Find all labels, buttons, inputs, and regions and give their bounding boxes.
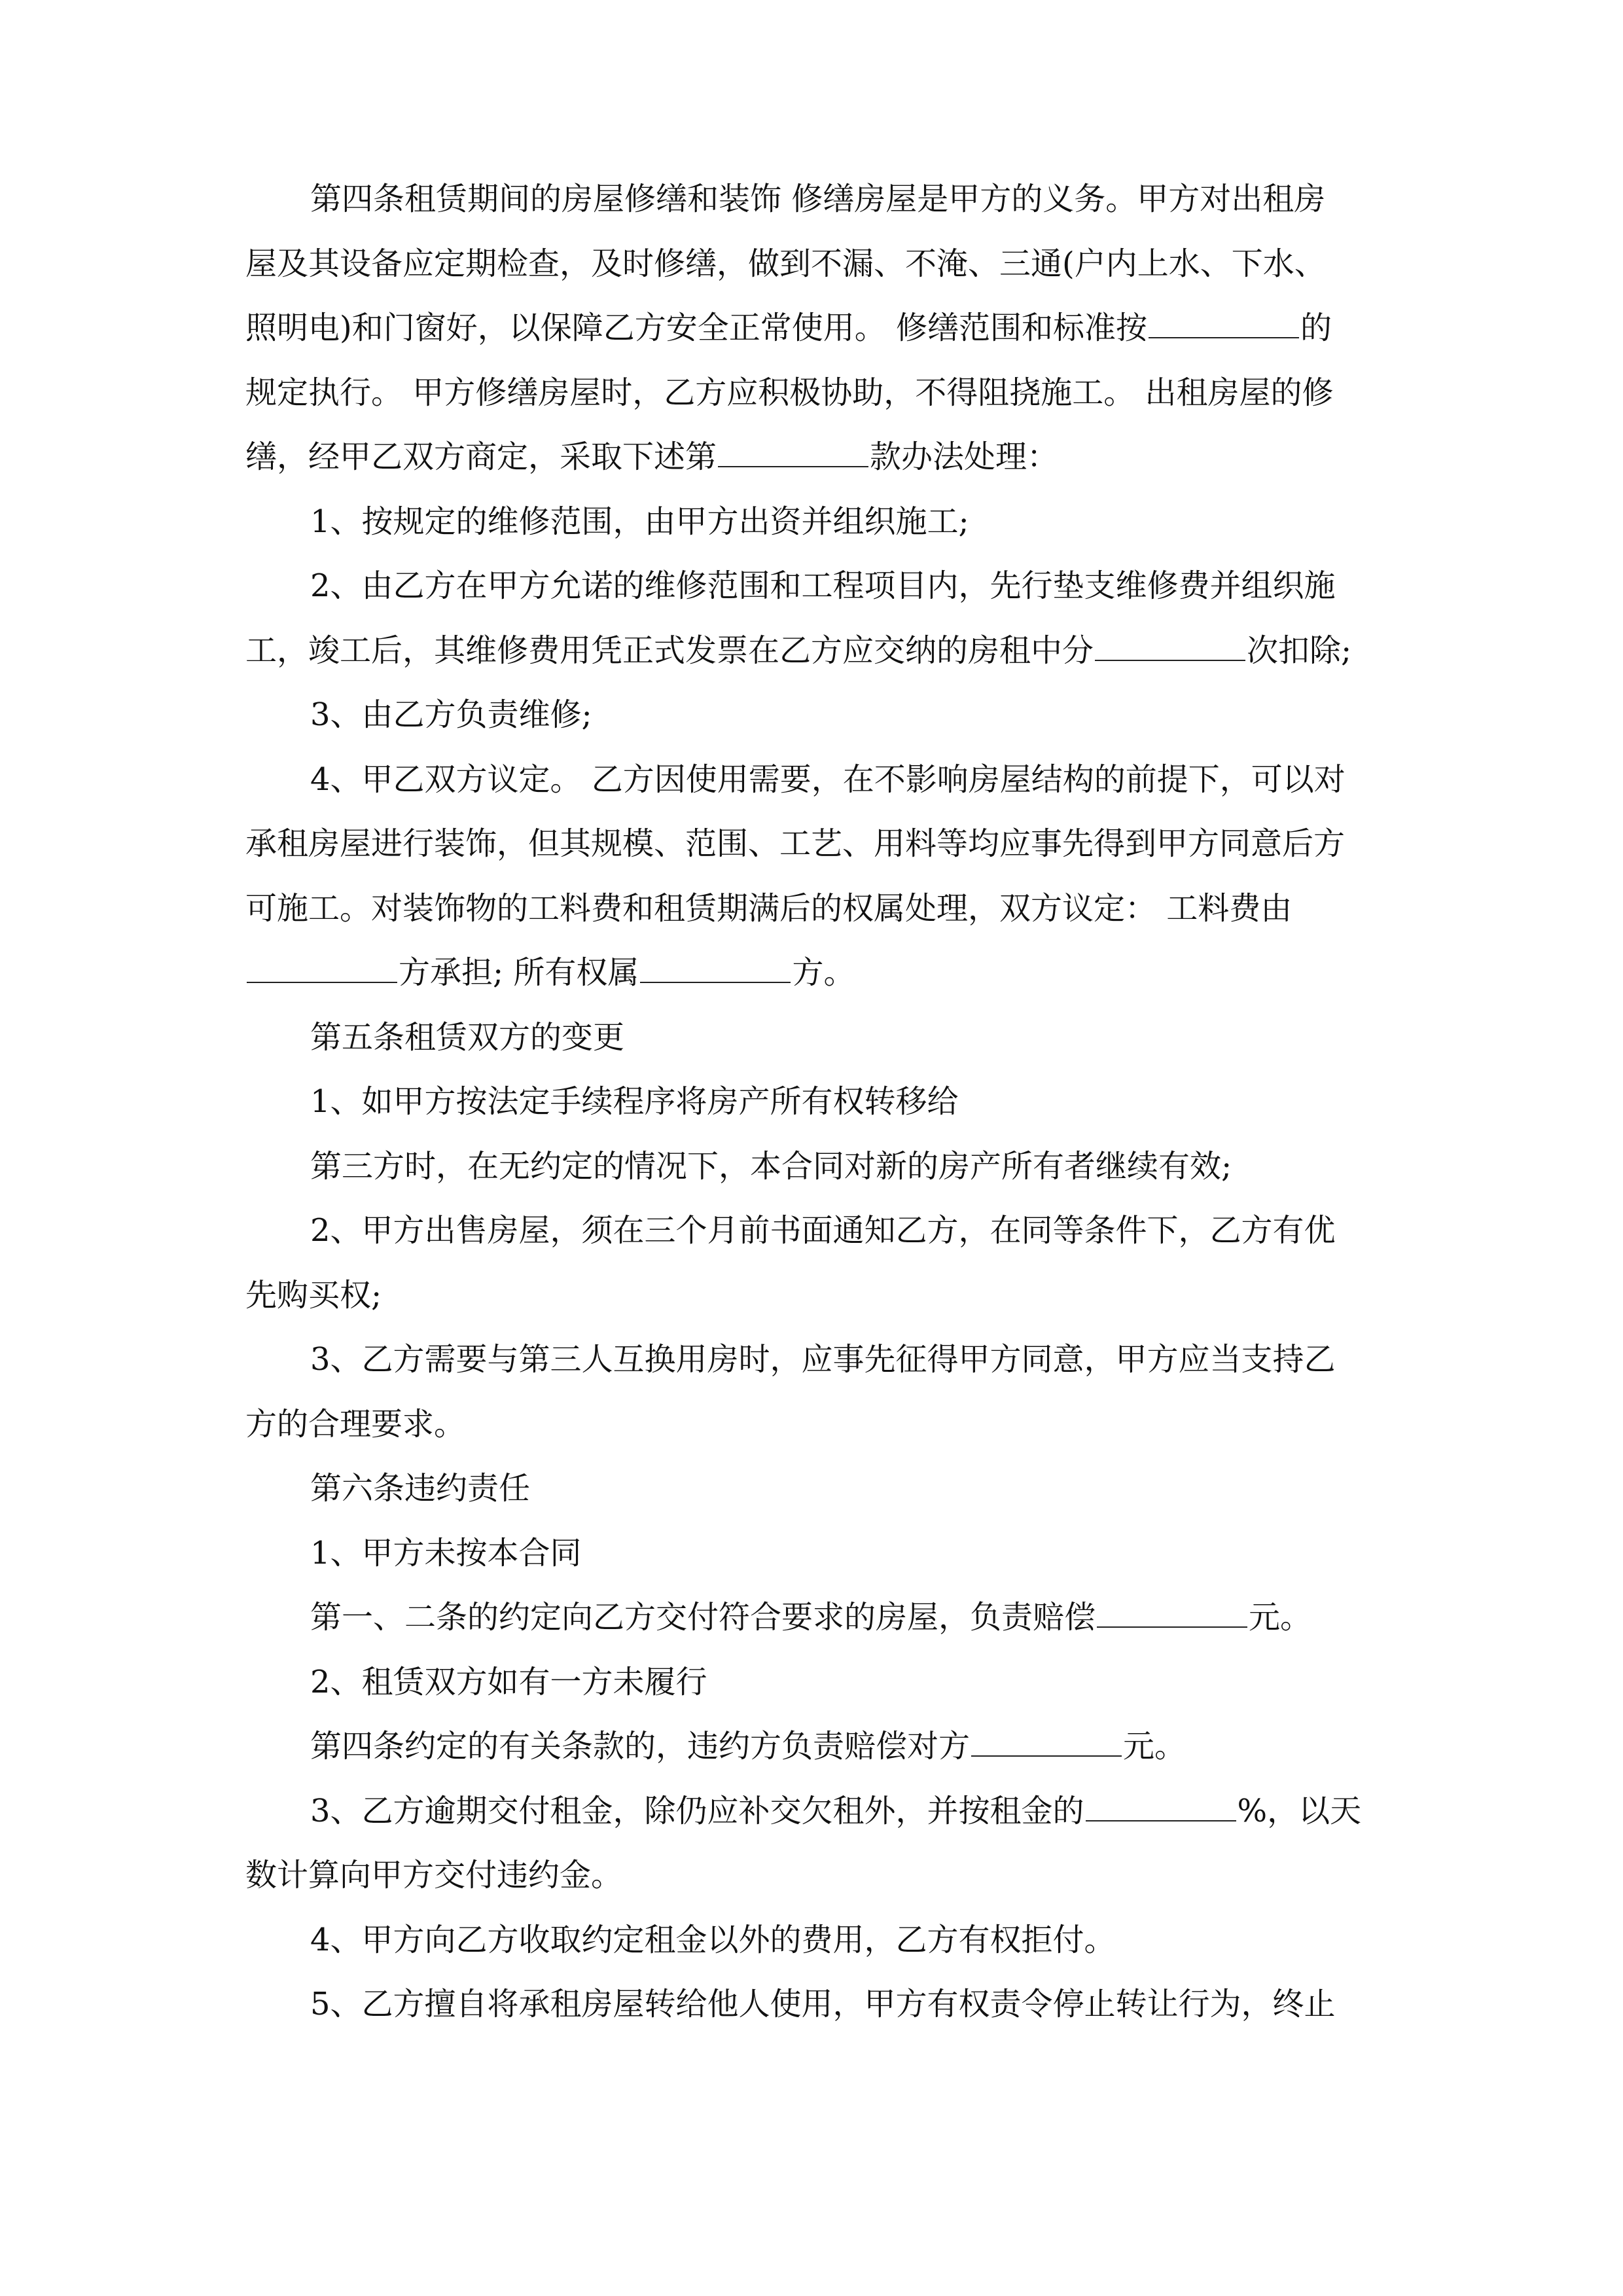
text-line — [245, 941, 1384, 1005]
text-line — [245, 1005, 1384, 1070]
text-line — [245, 1972, 1384, 2037]
text-line — [245, 876, 1384, 941]
text-segment: 5、乙方擅自将承租房屋转给他人使用，甲方有权责令停止转让行为，终止 — [310, 1986, 1336, 2022]
text-segment: 第三方时，在无约定的情况下，本合同对新的房产所有者继续有效; — [310, 1147, 1232, 1185]
text-line — [245, 1650, 1384, 1715]
text-line — [245, 296, 1384, 361]
text-segment: 元。 — [1249, 1599, 1312, 1636]
fill-in-blank — [1097, 1596, 1247, 1628]
text-line — [245, 619, 1384, 683]
text-segment: 3、乙方需要与第三人互换用房时，应事先征得甲方同意，甲方应当支持乙 — [310, 1341, 1336, 1378]
text-segment: 缮，经甲乙双方商定，采取下述第 — [245, 439, 717, 475]
text-segment: 1、甲方未按本合同 — [310, 1534, 582, 1571]
text-line — [245, 425, 1384, 490]
text-segment: 第六条违约责任 — [310, 1470, 531, 1507]
fill-in-blank — [1086, 1790, 1236, 1821]
text-line — [245, 1198, 1384, 1263]
text-line — [245, 1134, 1384, 1199]
text-line — [245, 1069, 1384, 1134]
text-line — [245, 232, 1384, 296]
text-line — [245, 554, 1384, 619]
text-segment: 2、由乙方在甲方允诺的维修范围和工程项目内，先行垫支维修费并组织施 — [310, 567, 1336, 604]
text-segment: 屋及其设备应定期检查，及时修缮，做到不漏、不淹、三通(户内上水、下水、 — [245, 245, 1326, 282]
fill-in-blank — [1095, 630, 1245, 661]
text-segment: 数计算向甲方交付违约金。 — [245, 1857, 623, 1893]
text-segment: 1、按规定的维修范围，由甲方出资并组织施工; — [310, 503, 969, 540]
text-segment: 的 — [1300, 310, 1332, 346]
fill-in-blank — [640, 952, 791, 983]
text-line — [245, 683, 1384, 747]
text-segment: 第一、二条的约定向乙方交付符合要求的房屋，负责赔偿 — [310, 1599, 1096, 1636]
text-line — [245, 1327, 1384, 1392]
text-segment: 3、由乙方负责维修; — [310, 696, 592, 733]
text-segment: 款办法处理： — [870, 439, 1059, 475]
text-segment: 先购买权; — [245, 1276, 382, 1314]
text-segment: 2、租赁双方如有一方未履行 — [310, 1663, 707, 1700]
text-line — [245, 1392, 1384, 1457]
text-segment: 1、如甲方按法定手续程序将房产所有权转移给 — [310, 1083, 959, 1120]
fill-in-blank — [971, 1725, 1122, 1757]
text-segment: %，以天 — [1237, 1792, 1362, 1829]
text-segment: 方。 — [792, 954, 855, 991]
text-line — [245, 1263, 1384, 1328]
text-segment: 方的合理要求。 — [245, 1405, 466, 1443]
fill-in-blank — [1149, 307, 1299, 338]
text-line — [245, 1585, 1384, 1650]
document-page — [245, 167, 1384, 2037]
text-line — [245, 1714, 1384, 1779]
text-segment: 3、乙方逾期交付租金，除仍应补交欠租外，并按租金的 — [310, 1792, 1084, 1829]
text-segment: 4、甲乙双方议定。 乙方因使用需要，在不影响房屋结构的前提下，可以对 — [310, 761, 1346, 798]
text-segment: 4、甲方向乙方收取约定租金以外的费用，乙方有权拒付。 — [310, 1921, 1116, 1958]
text-segment: 方承担; 所有权属 — [399, 954, 639, 991]
text-line — [245, 1908, 1384, 1973]
text-line — [245, 1779, 1384, 1844]
text-segment: 元。 — [1123, 1728, 1186, 1765]
text-line — [245, 747, 1384, 812]
text-segment: 照明电)和门窗好，以保障乙方安全正常使用。 修缮范围和标准按 — [245, 310, 1147, 346]
text-segment: 第四条约定的有关条款的，违约方负责赔偿对方 — [310, 1728, 971, 1765]
text-segment: 可施工。对装饰物的工料费和租赁期满后的权属处理，双方议定： 工料费由 — [245, 889, 1293, 927]
text-line — [245, 361, 1384, 425]
text-line — [245, 1843, 1384, 1908]
text-line — [245, 490, 1384, 554]
text-line — [245, 167, 1384, 232]
text-line — [245, 1456, 1384, 1521]
text-line — [245, 1521, 1384, 1586]
text-segment: 工，竣工后，其维修费用凭正式发票在乙方应交纳的房租中分 — [245, 632, 1094, 669]
text-segment: 次扣除; — [1247, 632, 1352, 669]
text-segment: 规定执行。 甲方修缮房屋时，乙方应积极协助，不得阻挠施工。 出租房屋的修 — [245, 374, 1334, 411]
text-line — [245, 812, 1384, 876]
text-segment: 第四条租赁期间的房屋修缮和装饰 修缮房屋是甲方的义务。甲方对出租房 — [310, 181, 1326, 217]
text-segment: 2、甲方出售房屋，须在三个月前书面通知乙方，在同等条件下，乙方有优 — [310, 1212, 1336, 1249]
text-segment: 第五条租赁双方的变更 — [310, 1018, 625, 1056]
fill-in-blank — [247, 952, 397, 983]
text-segment: 承租房屋进行装饰，但其规模、范围、工艺、用料等均应事先得到甲方同意后方 — [245, 825, 1346, 862]
fill-in-blank — [718, 436, 868, 467]
